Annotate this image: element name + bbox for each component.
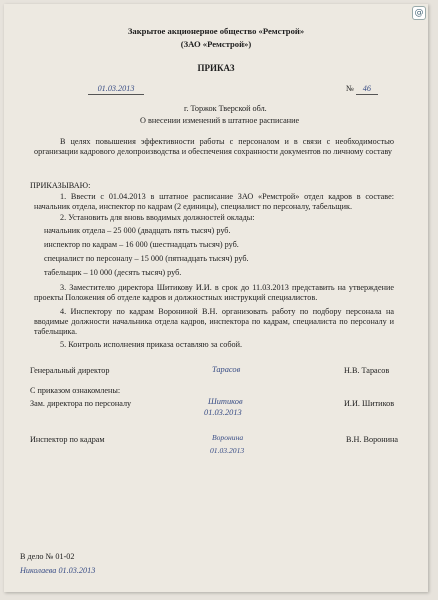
director-name: Н.В. Тарасов	[344, 366, 390, 375]
salary-line-4: табельщик – 10 000 (десять тысяч) руб.	[44, 268, 182, 277]
document-date: 01.03.2013	[88, 84, 144, 95]
company-name: Закрытое акционерное общество «Ремстрой»	[127, 26, 305, 36]
company-short-name: (ЗАО «Ремстрой»)	[180, 39, 252, 49]
document-type: ПРИКАЗ	[197, 63, 235, 73]
file-signature: Николаева 01.03.2013	[20, 566, 96, 575]
order-item-3: 3. Заместителю директора Шитикову И.И. в срок до 11.03.2013 представить на утверждение проекты Положения об отделе кадров и должностных инструкций специалистов.	[34, 283, 394, 303]
document-page	[4, 4, 428, 592]
order-item-5: 5. Контроль исполнения приказа оставляю за собой.	[60, 340, 243, 349]
inspector-signature: Воронина	[212, 433, 244, 442]
document-number: 46	[356, 84, 378, 95]
salary-line-3: специалист по персоналу – 15 000 (пятнадцать тысяч) руб.	[44, 254, 249, 263]
date-field	[88, 84, 144, 95]
file-note: В дело № 01-02	[20, 552, 75, 561]
order-item-4: 4. Инспектору по кадрам Ворониной В.Н. организовать работу по подбору персонала на вводимые должности начальника отдела кадров, инспектора по кадрам, специалиста по персоналу и табельщика.	[34, 307, 394, 337]
inspector-title: Инспектор по кадрам	[30, 435, 105, 444]
number-sign: №	[346, 84, 354, 93]
acquainted-label: С приказом ознакомлены:	[30, 386, 121, 395]
inspector-sign-date: 01.03.2013	[210, 446, 245, 455]
director-signature: Тарасов	[212, 365, 241, 374]
order-word: ПРИКАЗЫВАЮ:	[30, 181, 91, 190]
document-place: г. Торжок Тверской обл.	[184, 104, 267, 113]
inspector-name: В.Н. Воронина	[346, 435, 399, 444]
deputy-title: Зам. директора по персоналу	[30, 399, 132, 408]
document-subject: О внесении изменений в штатное расписание	[140, 116, 300, 125]
director-title: Генеральный директор	[30, 366, 110, 375]
number-field	[346, 84, 378, 95]
corner-app-icon[interactable]: @	[412, 6, 426, 20]
deputy-name: И.И. Шитиков	[344, 399, 395, 408]
salary-line-1: начальник отдела – 25 000 (двадцать пять тысяч) руб.	[44, 226, 231, 235]
deputy-sign-date: 01.03.2013	[204, 408, 242, 417]
order-item-1: 1. Ввести с 01.04.2013 в штатное расписание ЗАО «Ремстрой» отдел кадров в составе: начальник отдела, инспектор по кадрам (2 единицы), специалист по персоналу, табельщик.	[34, 192, 394, 212]
salary-line-2: инспектор по кадрам – 16 000 (шестнадцать тысяч) руб.	[44, 240, 239, 249]
deputy-signature: Шитиков	[208, 397, 243, 406]
order-item-2: 2. Установить для вновь вводимых должностей оклады:	[60, 213, 255, 222]
preamble: В целях повышения эффективности работы с персоналом и в связи с необходимостью организации кадрового делопроизводства и обеспечения сохранности документов по личному составу	[34, 137, 394, 157]
